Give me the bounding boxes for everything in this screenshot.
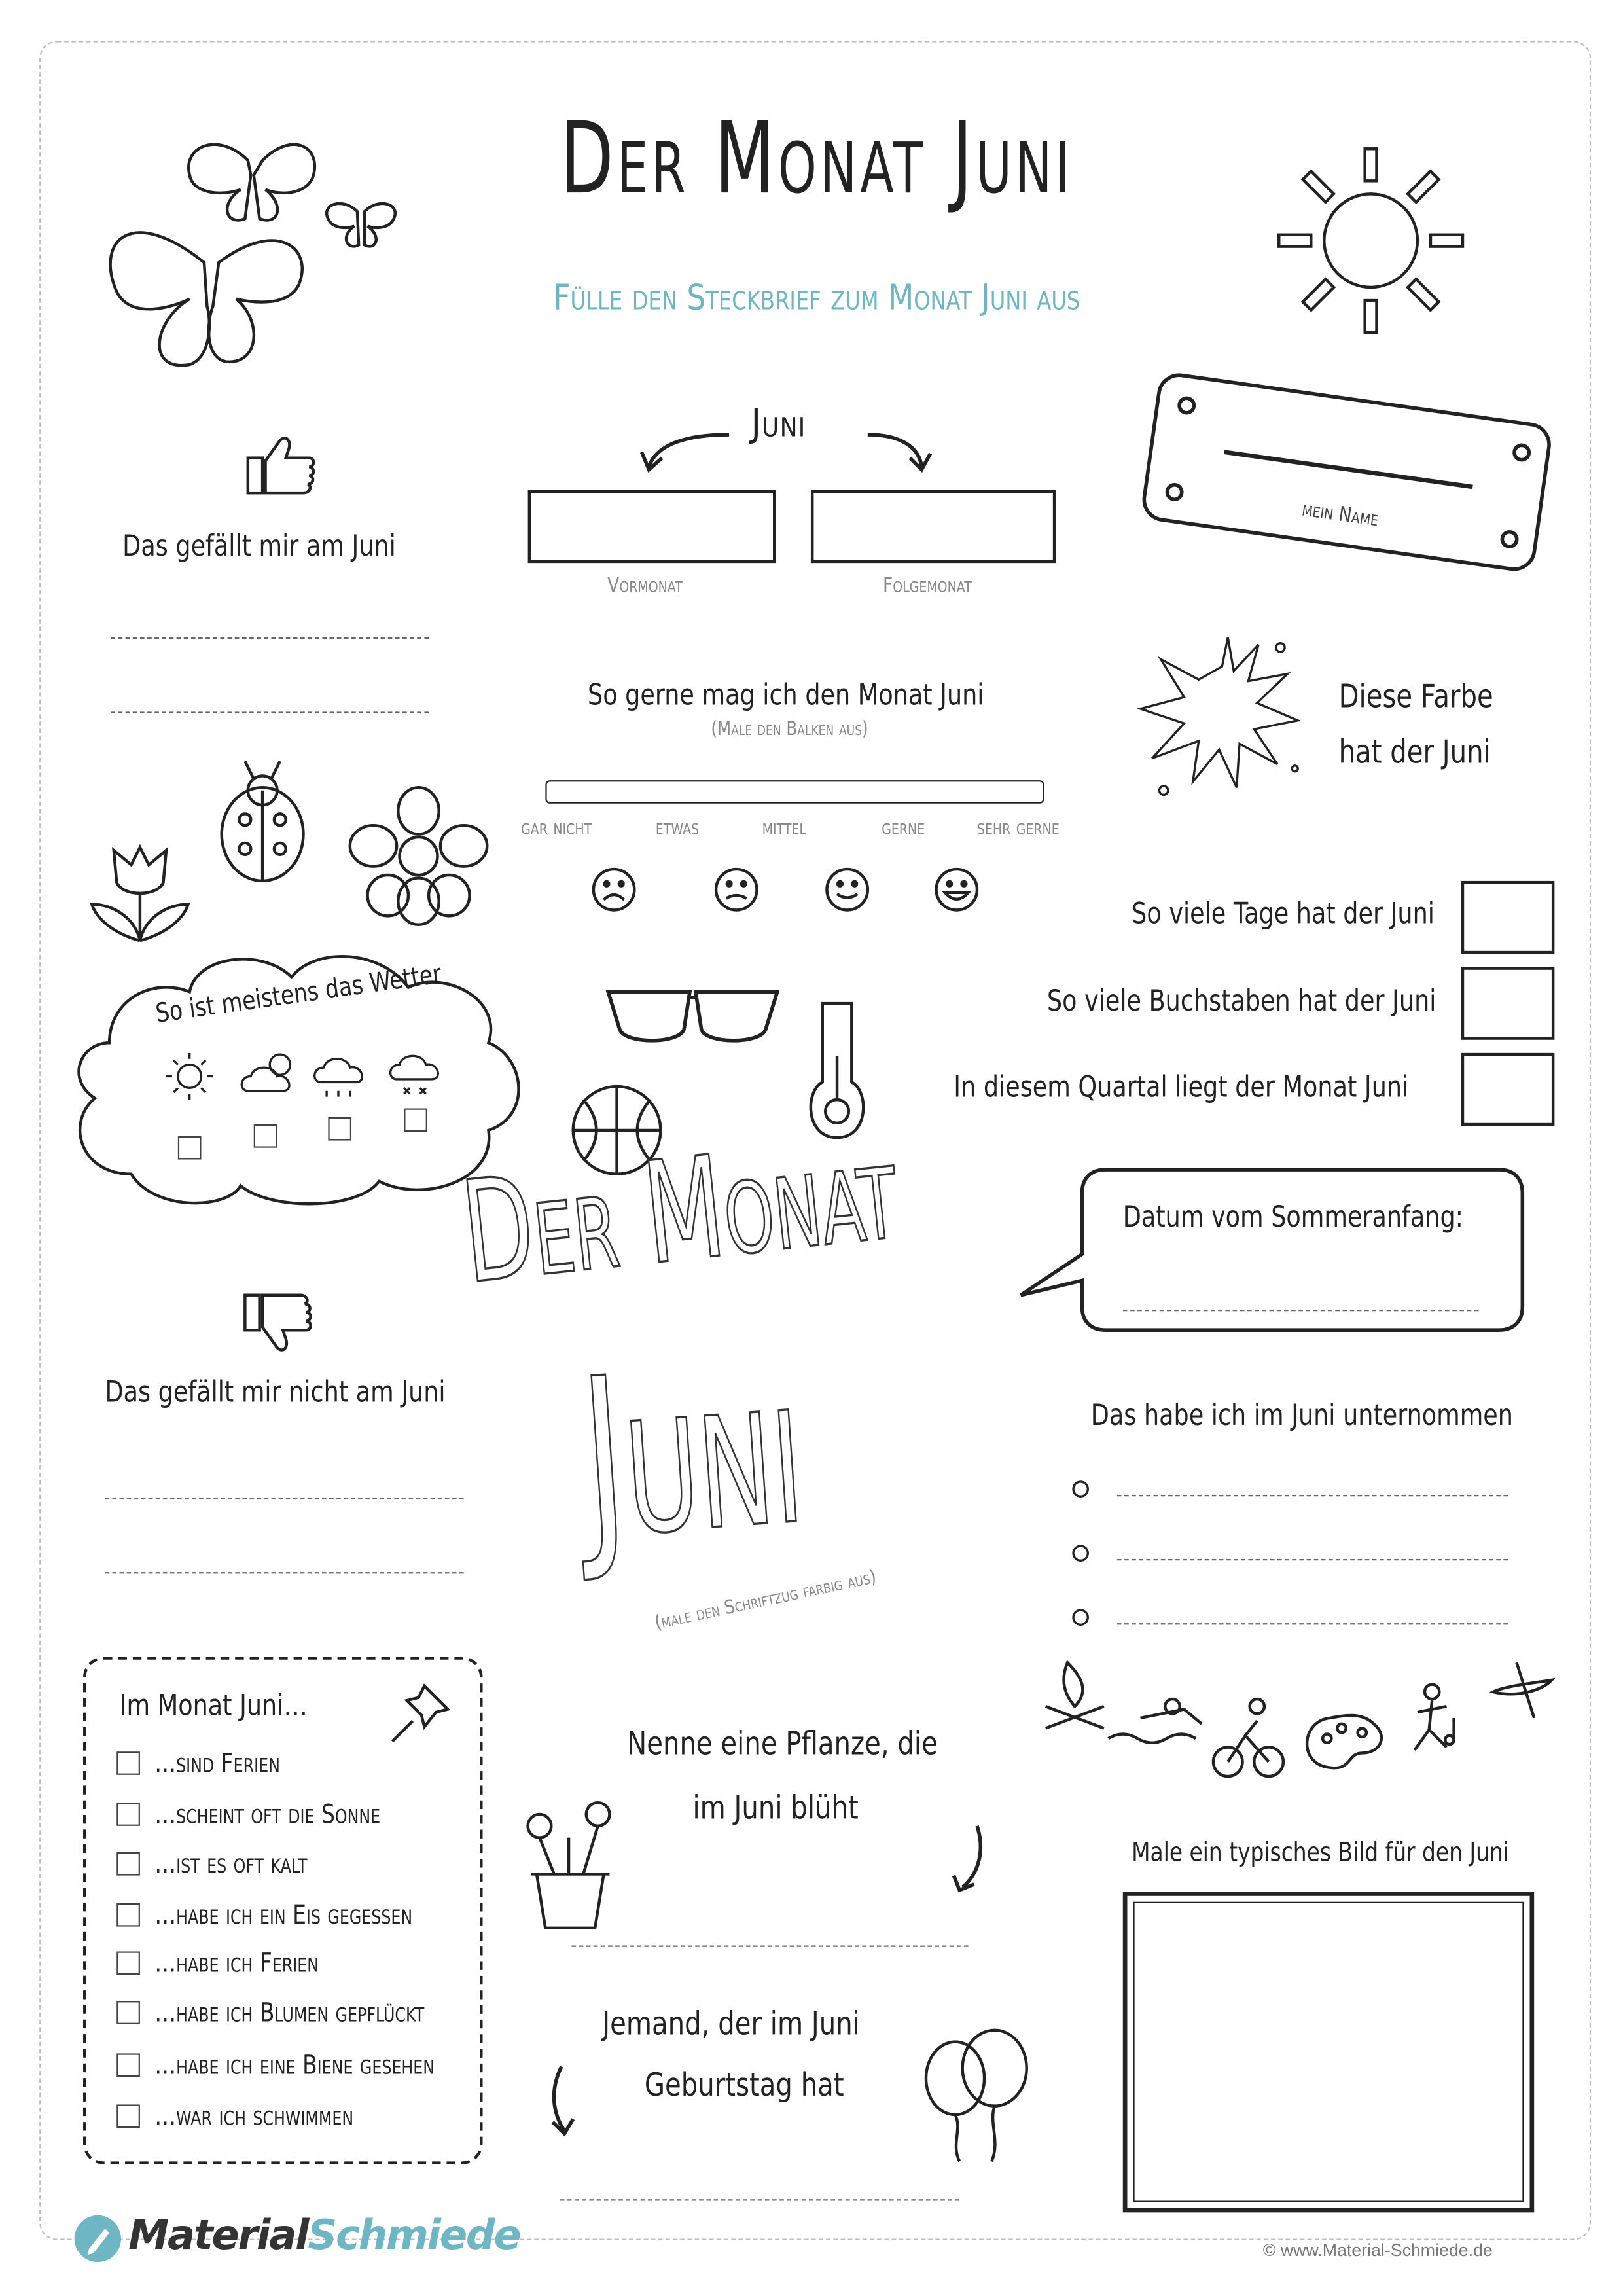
fact-letters-box[interactable] xyxy=(1461,967,1555,1039)
rating-scale-0: gar nicht xyxy=(521,816,592,840)
checklist-item-label: …habe ich Blumen gepflückt xyxy=(154,1997,425,2028)
page-title: Der Monat Juni xyxy=(560,101,1073,218)
brand-name[interactable] xyxy=(128,2211,520,2259)
checklist-item-label: …ist es oft kalt xyxy=(154,1848,308,1880)
next-month-box[interactable] xyxy=(811,490,1056,563)
likes-line-2[interactable] xyxy=(111,711,429,713)
checklist-item[interactable] xyxy=(116,1995,483,2030)
checklist-item-label: …scheint oft die Sonne xyxy=(154,1799,381,1830)
checklist-item-label: …war ich schwimmen xyxy=(154,2100,354,2132)
weather-rain-checkbox[interactable] xyxy=(328,1117,351,1141)
birthday-answer-line[interactable] xyxy=(560,2199,960,2200)
checklist-item[interactable] xyxy=(116,1946,355,1981)
picture-frame[interactable] xyxy=(1123,1892,1534,2212)
fact-letters-label: So viele Buchstaben hat der Juni xyxy=(1046,982,1436,1018)
sunglasses-icon xyxy=(605,975,780,1047)
checkbox[interactable] xyxy=(116,2001,140,2024)
butterflies-icon xyxy=(102,132,423,394)
brand-part-2: Schmiede xyxy=(308,2211,520,2259)
fact-quarter-box[interactable] xyxy=(1461,1053,1555,1126)
weather-icons xyxy=(164,1047,455,1105)
thumbs-up-icon xyxy=(245,435,317,499)
tulip-icon xyxy=(84,838,194,948)
prev-month-label: Vormonat xyxy=(607,574,683,598)
checklist-item[interactable] xyxy=(116,1797,430,1831)
rating-hint: (Male den Balken aus) xyxy=(711,719,868,741)
pushpin-icon xyxy=(386,1680,454,1748)
checklist-item[interactable] xyxy=(116,2048,496,2083)
weather-sunny-checkbox[interactable] xyxy=(178,1136,202,1160)
fact-days-label: So viele Tage hat der Juni xyxy=(1132,895,1435,931)
checklist-item-label: …habe ich ein Eis gegessen xyxy=(154,1899,413,1931)
curved-arrow-icon-2 xyxy=(544,2064,588,2144)
next-month-label: Folgemonat xyxy=(882,574,972,598)
likes-title: Das gefällt mir am Juni xyxy=(122,528,396,564)
page-subtitle: Fülle den Steckbrief zum Monat Juni aus xyxy=(553,277,1080,318)
color-line-2: hat der Juni xyxy=(1338,735,1491,772)
checklist-item-label: …sind Ferien xyxy=(154,1748,280,1779)
checkbox[interactable] xyxy=(116,2053,140,2077)
rating-scale-4: sehr gerne xyxy=(976,816,1060,840)
activity-line-2[interactable] xyxy=(1117,1559,1508,1560)
checkbox[interactable] xyxy=(116,1951,140,1975)
checklist-title: Im Monat Juni… xyxy=(119,1687,308,1723)
likes-line-1[interactable] xyxy=(111,637,429,639)
ladybug-icon xyxy=(204,759,321,890)
rating-scale-2: mittel xyxy=(762,816,806,840)
copyright: © www.Material-Schmiede.de xyxy=(1262,2240,1493,2261)
dislikes-line-2[interactable] xyxy=(105,1572,463,1573)
smiley-faces-icon xyxy=(590,867,1027,916)
rating-scale-3: gerne xyxy=(882,816,925,840)
activities-title: Das habe ich im Juni unternommen xyxy=(1090,1397,1513,1433)
weather-snow-checkbox[interactable] xyxy=(404,1109,427,1132)
picture-title: Male ein typisches Bild für den Juni xyxy=(1132,1837,1509,1869)
sun-icon xyxy=(1276,146,1466,336)
checkbox[interactable] xyxy=(116,1803,140,1826)
activity-icons xyxy=(1039,1648,1563,1787)
checklist-item[interactable] xyxy=(116,1897,469,1932)
current-month: Juni xyxy=(751,403,806,446)
curved-arrow-icon xyxy=(948,1823,991,1895)
dislikes-line-1[interactable] xyxy=(105,1498,463,1499)
checklist-item[interactable] xyxy=(116,1746,308,1780)
checkbox[interactable] xyxy=(116,1852,140,1876)
brand-part-1: Material xyxy=(128,2211,308,2259)
checklist-item[interactable] xyxy=(116,1846,340,1881)
arrows-icon xyxy=(641,423,933,481)
checkbox[interactable] xyxy=(116,2104,140,2128)
fact-days-box[interactable] xyxy=(1461,881,1555,954)
weather-cloudy-checkbox[interactable] xyxy=(254,1124,277,1148)
plant-line-2: im Juni blüht xyxy=(692,1791,859,1828)
rating-title: So gerne mag ich den Monat Juni xyxy=(588,676,984,712)
weather-title: So ist meistens das Wetter xyxy=(154,959,444,1030)
checklist-item-label: …habe ich Ferien xyxy=(154,1947,319,1979)
center-title-line-2: Juni xyxy=(574,1319,810,1588)
thumbs-down-icon xyxy=(242,1289,315,1354)
birthday-line-1: Jemand, der im Juni xyxy=(602,2007,860,2043)
checkbox[interactable] xyxy=(116,1903,140,1927)
balloons-icon xyxy=(919,2027,1035,2166)
dislikes-title: Das gefällt mir nicht am Juni xyxy=(105,1374,446,1409)
checkbox[interactable] xyxy=(116,1751,140,1775)
center-title-hint: (male den Schriftzug farbig aus) xyxy=(652,1566,879,1635)
color-line-1: Diese Farbe xyxy=(1338,679,1493,717)
checklist-item-label: …habe ich eine Biene gesehen xyxy=(154,2049,435,2081)
activity-bullets xyxy=(1069,1477,1092,1629)
birthday-line-2: Geburtstag hat xyxy=(644,2068,844,2105)
brand-logo-icon xyxy=(73,2214,122,2264)
picture-frame-inner xyxy=(1133,1902,1524,2202)
potted-flowers-icon xyxy=(510,1794,630,1940)
center-title-line-1: Der Monat xyxy=(455,1107,904,1316)
summer-start-title: Datum vom Sommeranfang: xyxy=(1122,1198,1463,1234)
plant-answer-line[interactable] xyxy=(571,1946,968,1947)
name-field[interactable] xyxy=(1218,459,1473,489)
rating-scale-1: etwas xyxy=(655,816,700,840)
flower-icon xyxy=(350,787,489,926)
rating-bar[interactable] xyxy=(545,780,1044,804)
activity-line-1[interactable] xyxy=(1117,1495,1508,1496)
fact-quarter-label: In diesem Quartal liegt der Monat Juni xyxy=(954,1069,1409,1104)
prev-month-box[interactable] xyxy=(528,490,776,563)
paint-splash-icon xyxy=(1135,630,1310,805)
checklist-item[interactable] xyxy=(116,2099,397,2134)
summer-start-line[interactable] xyxy=(1123,1310,1479,1311)
name-label: mein Name xyxy=(1300,497,1380,532)
activity-line-3[interactable] xyxy=(1117,1623,1508,1624)
plant-line-1: Nenne eine Pflanze, die xyxy=(627,1727,938,1764)
